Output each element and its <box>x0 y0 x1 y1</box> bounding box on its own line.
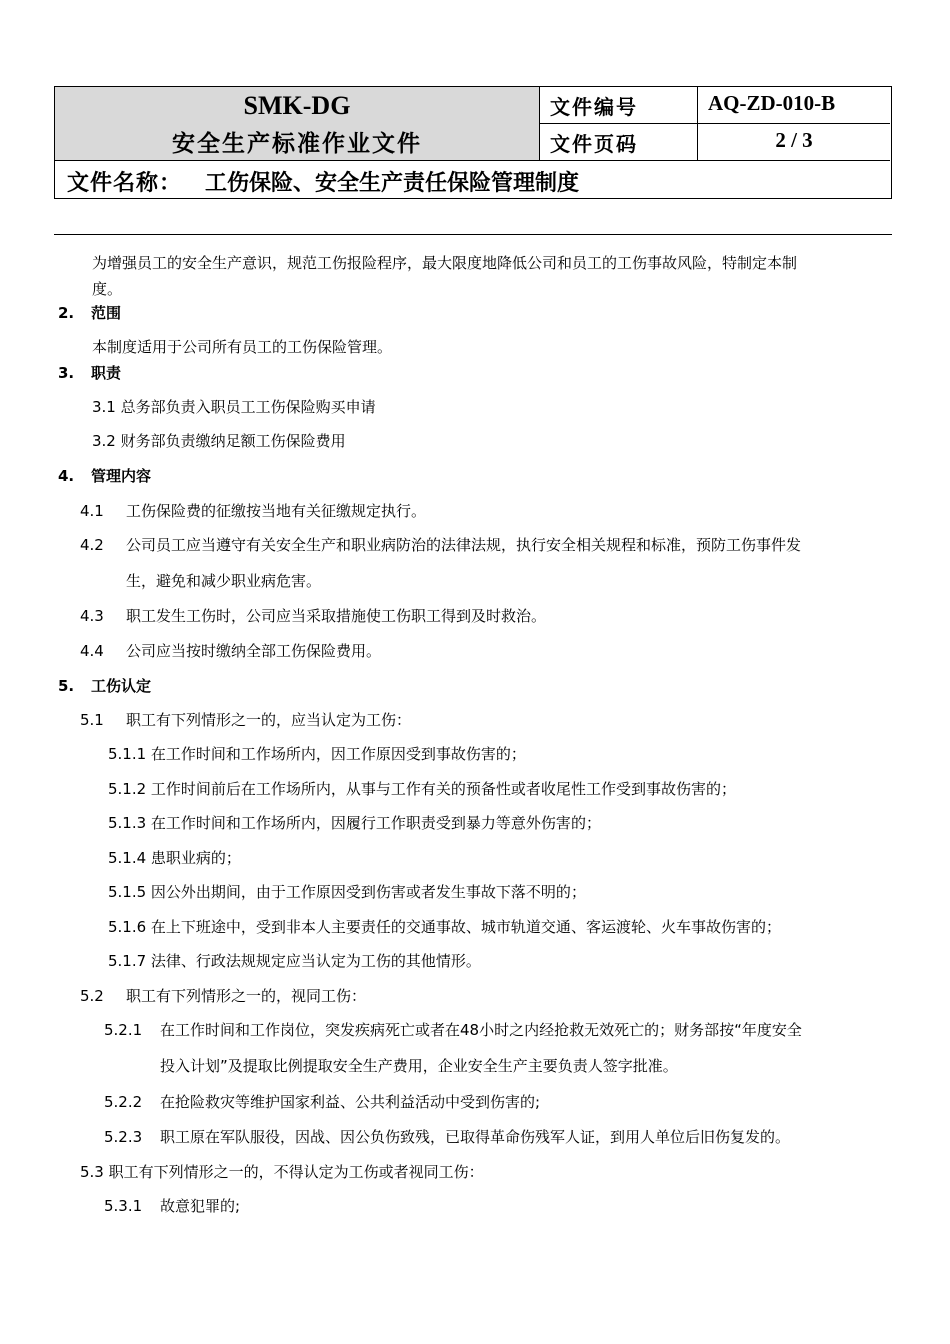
item-4-1-number: 4.1 <box>80 502 104 520</box>
item-5-3-1: 故意犯罪的; <box>160 1197 241 1215</box>
item-4-2-line-2: 生，避免和减少职业病危害。 <box>126 572 322 590</box>
doc-name-label: 文件名称： <box>67 171 183 196</box>
item-5-2-number: 5.2 <box>80 987 104 1005</box>
item-5-1-5: 5.1.5 因公外出期间，由于工作原因受到伤害或者发生事故下落不明的； <box>108 883 586 901</box>
section-5-number: 5. <box>58 677 75 695</box>
header-divider <box>54 234 892 235</box>
item-4-3-number: 4.3 <box>80 607 104 625</box>
header-subtitle: 安全生产标准作业文件 <box>172 131 422 157</box>
item-5-1-4: 5.1.4 患职业病的； <box>108 849 241 867</box>
page-value-cell <box>698 124 890 161</box>
item-4-2-number: 4.2 <box>80 536 104 554</box>
section-4-number: 4. <box>58 467 75 485</box>
item-4-2-line-1: 公司员工应当遵守有关安全生产和职业病防治的法律法规，执行安全相关规程和标准，预防工伤事件发 <box>126 536 802 554</box>
section-3-title: 职责 <box>91 364 122 382</box>
section-2-title: 范围 <box>91 304 122 322</box>
section-2-text: 本制度适用于公司所有员工的工伤保险管理。 <box>92 338 393 356</box>
section-2-number: 2. <box>58 304 75 322</box>
item-5-3: 5.3 职工有下列情形之一的，不得认定为工伤或者视同工伤： <box>80 1163 484 1181</box>
item-5-1: 职工有下列情形之一的，应当认定为工伤： <box>126 711 412 729</box>
item-3-2: 3.2 财务部负责缴纳足额工伤保险费用 <box>92 432 346 450</box>
item-4-1: 工伤保险费的征缴按当地有关征缴规定执行。 <box>126 502 427 520</box>
doc-no-value: AQ-ZD-010-B <box>708 91 836 115</box>
section-3-number: 3. <box>58 364 75 382</box>
intro-line-1: 为增强员工的安全生产意识，规范工伤报险程序，最大限度地降低公司和员工的工伤事故风险，特制定本制 <box>92 254 798 272</box>
item-5-2-2: 在抢险救灾等维护国家利益、公共利益活动中受到伤害的; <box>160 1093 541 1111</box>
doc-no-label-cell <box>540 87 698 124</box>
item-5-1-1: 5.1.1 在工作时间和工作场所内，因工作原因受到事故伤害的； <box>108 745 526 763</box>
intro-line-2: 度。 <box>92 280 123 298</box>
item-4-3: 职工发生工伤时，公司应当采取措施使工伤职工得到及时救治。 <box>126 607 547 625</box>
doc-no-label: 文件编号 <box>550 95 638 119</box>
doc-title-row <box>55 161 890 198</box>
header-org-block <box>55 87 540 161</box>
item-5-2-1-number: 5.2.1 <box>104 1021 143 1039</box>
page-label-cell <box>540 124 698 161</box>
item-5-2-2-number: 5.2.2 <box>104 1093 143 1111</box>
item-5-1-3: 5.1.3 在工作时间和工作场所内，因履行工作职责受到暴力等意外伤害的； <box>108 814 601 832</box>
item-4-4-number: 4.4 <box>80 642 104 660</box>
item-5-1-2: 5.1.2 工作时间前后在工作场所内，从事与工作有关的预备性或者收尾性工作受到事故伤害的； <box>108 780 736 798</box>
item-5-1-7: 5.1.7 法律、行政法规规定应当认定为工伤的其他情形。 <box>108 952 481 970</box>
org-name: SMK-DG <box>243 91 351 120</box>
section-5-title: 工伤认定 <box>91 677 152 695</box>
item-4-4: 公司应当按时缴纳全部工伤保险费用。 <box>126 642 382 660</box>
doc-no-value-cell <box>698 87 890 124</box>
page-label: 文件页码 <box>550 132 638 156</box>
item-5-1-6: 5.1.6 在上下班途中，受到非本人主要责任的交通事故、城市轨道交通、客运渡轮、火车事故伤害的； <box>108 918 781 936</box>
item-5-3-1-number: 5.3.1 <box>104 1197 143 1215</box>
item-5-1-number: 5.1 <box>80 711 104 729</box>
item-5-2: 职工有下列情形之一的，视同工伤： <box>126 987 367 1005</box>
doc-name-value: 工伤保险、安全生产责任保险管理制度 <box>205 171 580 196</box>
item-5-2-1-line-2: 投入计划”及提取比例提取安全生产费用，企业安全生产主要负责人签字批准。 <box>160 1057 678 1075</box>
document-header <box>54 86 892 199</box>
item-5-2-3: 职工原在军队服役，因战、因公负伤致残，已取得革命伤残军人证，到用人单位后旧伤复发的。 <box>160 1128 791 1146</box>
item-5-2-1-line-1: 在工作时间和工作岗位，突发疾病死亡或者在48小时之内经抢救无效死亡的；财务部按“年度安全 <box>160 1021 802 1039</box>
item-5-2-3-number: 5.2.3 <box>104 1128 143 1146</box>
section-4-title: 管理内容 <box>91 467 152 485</box>
page-value: 2 / 3 <box>775 128 813 152</box>
item-3-1: 3.1 总务部负责入职员工工伤保险购买申请 <box>92 398 376 416</box>
